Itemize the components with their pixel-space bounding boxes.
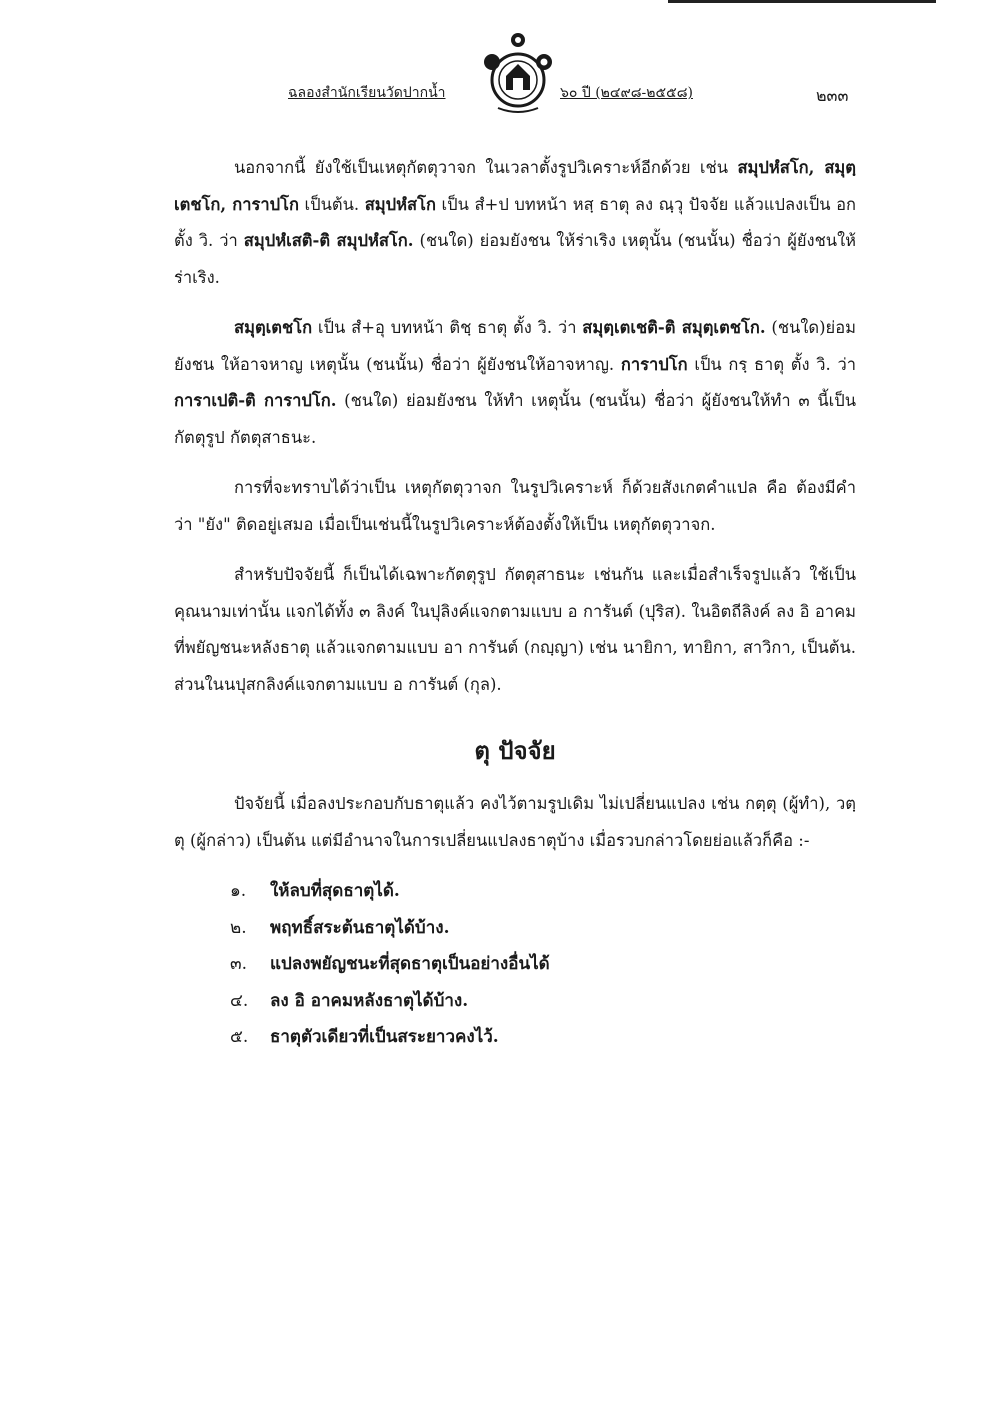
- list-item-text: แปลงพยัญชนะที่สุดธาตุเป็นอย่างอื่นได้: [270, 954, 550, 974]
- bold-term: สมุปหํสโก, สมุตฺเตชโก, การาปโก: [174, 158, 856, 214]
- paragraph-2: [174, 310, 856, 456]
- top-rule: [668, 0, 936, 3]
- bold-term: การาปโก: [620, 354, 688, 374]
- list-item-number: ๓.: [230, 954, 248, 974]
- bold-term: สมุตฺเตชโก: [234, 318, 313, 337]
- bold-term: สมุปหํสโก: [364, 194, 436, 214]
- text-run: เป็น กรฺ ธาตุ ตั้ง วิ. ว่า: [687, 354, 856, 374]
- text-run: สำหรับปัจจัยนี้ ก็เป็นได้เฉพาะกัตตุรูป กัตตุสาธนะ เช่นกัน และเมื่อสำเร็จรูปแล้ว ใช้เป็นคุณนามเท่านั้น แจกได้ทั้ง ๓ ลิงค์ ในปุลิงค์แจกตามแบบ อ การันต์ (ปุริส). ในอิตถีลิงค์ ลง อิ อาคมที่พยัญชนะหลังธาตุ แล้วแจกตามแบบ อา การันต์ (กญฺญา) เช่น นายิกา, ทายิกา, สาวิกา, เป็นต้น. ส่วนในนปุสกลิงค์แจกตามแบบ อ การันต์ (กุล).: [174, 565, 856, 694]
- paragraph-3: [174, 470, 856, 543]
- paragraph-4: [174, 557, 856, 703]
- list-item: [230, 946, 856, 983]
- text-run: เป็น สํ+ป บทหน้า หสฺ ธาตุ ลง ณฺวุ ปัจจัย แล้วแปลงเป็น อก ตั้ง วิ. ว่า: [174, 194, 857, 250]
- text-run: เป็น สํ+อุ บทหน้า ติชฺ ธาตุ ตั้ง วิ. ว่า: [312, 318, 583, 337]
- bold-term: การาเปติ-ติ การาปโก.: [174, 391, 337, 410]
- page-body: [174, 150, 856, 1056]
- bold-term: สมุปหํเสติ-ติ สมุปหํสโก.: [243, 231, 414, 250]
- text-run: การที่จะทราบได้ว่าเป็น เหตุกัตตุวาจก ในรูปวิเคราะห์ ก็ด้วยสังเกตคำแปล คือ ต้องมีคำว่า "ยัง" ติดอยู่เสมอ เมื่อเป็นเช่นนี้ในรูปวิเคราะห์ต้องตั้งให้เป็น เหตุกัตตุวาจก.: [174, 478, 856, 534]
- section-title: ตุ ปัจจัย: [474, 736, 556, 765]
- list-item-number: ๔.: [230, 990, 249, 1011]
- page-number: ๒๓๓: [816, 86, 849, 105]
- list-item: [230, 1019, 856, 1056]
- list-item-number: ๕.: [230, 1027, 249, 1047]
- list-item-text: ให้ลบที่สุดธาตุได้.: [270, 881, 400, 901]
- list-item-text: ลง อิ อาคมหลังธาตุได้บ้าง.: [270, 990, 469, 1011]
- text-run: (ชนใด)ย่อมยังชน ให้อาจหาญ เหตุนั้น (ชนนั้น) ชื่อว่า ผู้ยังชนให้อาจหาญ.: [174, 318, 856, 374]
- text-run: (ชนใด) ย่อมยังชน ให้ร่าเริง เหตุนั้น (ชนนั้น) ชื่อว่า ผู้ยังชนให้ร่าเริง.: [174, 231, 856, 287]
- page-header: [0, 42, 1000, 132]
- text-run: (ชนใด) ย่อมยังชน ให้ทำ เหตุนั้น (ชนนั้น) ชื่อว่า ผู้ยังชนให้ทำ ๓ นี้เป็นกัตตุรูป กัตตุสาธนะ.: [174, 391, 856, 447]
- header-right-title: ๖๐ ปี (๒๔๙๘-๒๕๕๘): [560, 85, 693, 101]
- rules-list: [174, 873, 856, 1056]
- text-run: นอกจากนี้ ยังใช้เป็นเหตุกัตตุวาจก ในเวลาตั้งรูปวิเคราะห์อีกด้วย เช่น: [234, 158, 738, 177]
- section-paragraph: ปัจจัยนี้ เมื่อลงประกอบกับธาตุแล้ว คงไว้ตามรูปเดิม ไม่เปลี่ยนแปลง เช่น กตฺตุ (ผู้ทำ), วตฺตุ (ผู้กล่าว) เป็นต้น แต่มีอำนาจในการเปลี่ยนแปลงธาตุบ้าง เมื่อรวบกล่าวโดยย่อแล้วก็คือ :-: [174, 794, 856, 850]
- list-item-text: ธาตุตัวเดียวที่เป็นสระยาวคงไว้.: [270, 1027, 499, 1047]
- list-item-number: ๑.: [230, 881, 247, 901]
- text-run: เป็นต้น.: [298, 194, 365, 214]
- list-item: [230, 910, 856, 947]
- temple-seal-icon: [478, 28, 558, 120]
- list-item: [230, 873, 856, 910]
- list-item-text: พฤทธิ์สระต้นธาตุได้บ้าง.: [270, 917, 450, 938]
- list-item-number: ๒.: [230, 917, 247, 938]
- paragraph-1: [174, 150, 856, 296]
- bold-term: สมุตฺเตเชติ-ติ สมุตฺเตชโก.: [582, 318, 766, 337]
- list-item: [230, 983, 856, 1020]
- header-left-title: ฉลองสำนักเรียนวัดปากน้ำ: [288, 85, 446, 101]
